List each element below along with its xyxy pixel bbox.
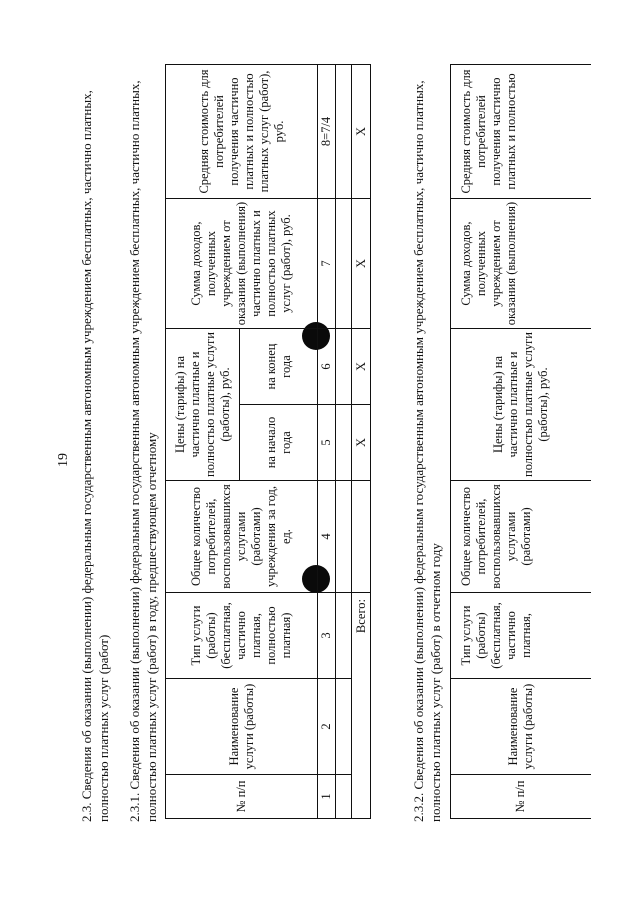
header-income: Сумма доходов, полученных учреждением от оказания (выполнения) — [451, 199, 591, 329]
page-number: 19 — [56, 453, 71, 467]
section-2-3-1-title-line2: полностью платных услуг (работ) в году, предшествующем отчетному — [144, 432, 159, 822]
total-label: Всего: — [352, 593, 371, 679]
col-num-6: 6 — [318, 329, 336, 405]
col-num-8: 8=7/4 — [318, 65, 336, 199]
header-consumers: Общее количество потребителей, воспользовавшихся услугами (работами) — [451, 481, 591, 593]
col-num-7: 7 — [318, 199, 336, 329]
header-num: № п/п — [166, 775, 318, 819]
section-2-3-2-title — [410, 22, 444, 822]
column-number-row — [318, 65, 336, 819]
header-name: Наименование услуги (работы) — [451, 679, 591, 775]
table-2-3-2 — [450, 64, 591, 819]
col-num-1: 1 — [318, 775, 336, 819]
header-avg-cost: Средняя стоимость для потребителей получения частично платных и полностью — [451, 65, 591, 199]
section-2-3-title — [78, 22, 112, 822]
section-2-3-title-line1: 2.3. Сведения об оказании (выполнении) федеральным государственным автономным учреждением бесплатных, частично платных, — [79, 90, 94, 822]
section-2-3-title-line2: полностью платных услуг (работ) — [96, 634, 111, 822]
table-row — [336, 65, 352, 819]
header-prices: Цены (тарифы) на частично платные и полностью платные услуги (работы), руб. — [451, 329, 591, 481]
col-num-4: 4 — [318, 481, 336, 593]
total-price-end: X — [352, 329, 371, 405]
total-avg-cost: X — [352, 65, 371, 199]
col-num-2: 2 — [318, 679, 336, 775]
table-2-3-1 — [165, 64, 371, 819]
header-num: № п/п — [451, 775, 591, 819]
section-2-3-1-title-line1: 2.3.1. Сведения об оказании (выполнении) федеральным государственным автономным учреждением бесплатных, частично платных, — [127, 80, 142, 822]
total-income: X — [352, 199, 371, 329]
total-price-start: X — [352, 405, 371, 481]
header-name: Наименование услуги (работы) — [166, 679, 318, 775]
header-prices: Цены (тарифы) на частично платные и полностью платные услуги (работы), руб. — [166, 329, 240, 481]
header-consumers: Общее количество потребителей, воспользовавшихся услугами (работами) учреждения за год, ед. — [166, 481, 318, 593]
col-num-5: 5 — [318, 405, 336, 481]
section-2-3-2-title-line2: полностью платных услуг (работ) в отчетном году — [428, 543, 443, 822]
col-num-3: 3 — [318, 593, 336, 679]
section-2-3-2-title-line1: 2.3.2. Сведения об оказании (выполнении) федеральным государственным автономным учреждением бесплатных, частично платных, — [411, 80, 426, 822]
header-type: Тип услуги (работы) (бесплатная, частично платная, полностью платная) — [166, 593, 318, 679]
header-avg-cost: Средняя стоимость для потребителей получения частично платных и полностью платных услуг (работ), руб. — [166, 65, 318, 199]
header-price-start: на начало года — [240, 405, 318, 481]
header-income: Сумма доходов, полученных учреждением от оказания (выполнения) частично платных и полностью платных услуг (работ), руб. — [166, 199, 318, 329]
header-price-end: на конец года — [240, 329, 318, 405]
section-2-3-1-title — [126, 22, 160, 822]
total-row — [352, 65, 371, 819]
header-type: Тип услуги (работы) (бесплатная, частично платная, — [451, 593, 591, 679]
